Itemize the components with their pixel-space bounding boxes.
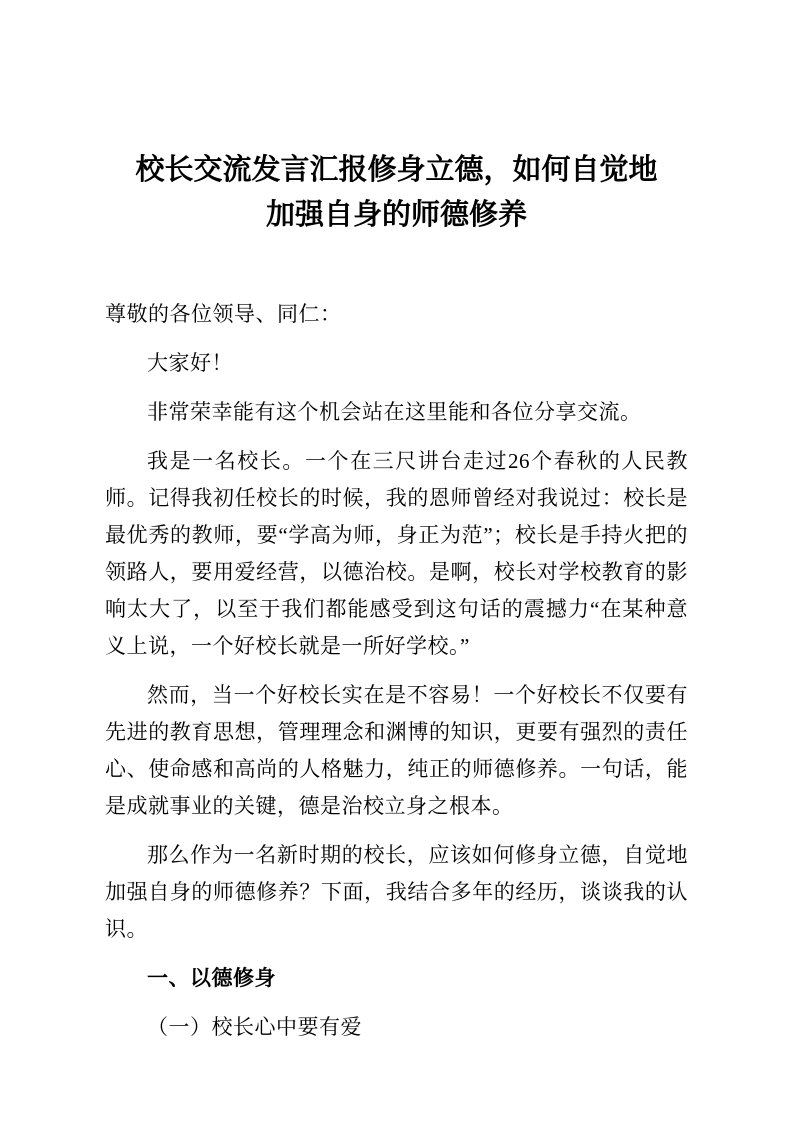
paragraph-body-2: 然而，当一个好校长实在是不容易！一个好校长不仅要有先进的教育思想，管理理念和渊博的知识，更要有强烈的责任心、使命感和高尚的人格魅力，纯正的师德修养。一句话，能是成就事业的关键，德是治校立身之根本。 [105,683,688,818]
section-heading-1: 一、以德修身 [147,967,276,990]
paragraph-greeting: 大家好！ [147,351,233,375]
paragraph-opening: 非常荣幸能有这个机会站在这里能和各位分享交流。 [147,400,642,424]
paragraph-body-3: 那么作为一名新时期的校长，应该如何修身立德，自觉地加强自身的师德修养？下面，我结合多年的经历，谈谈我的认识。 [105,843,688,941]
paragraph-body-1: 我是一名校长。一个在三尺讲台走过26个春秋的人民教师。记得我初任校长的时候，我的恩师曾经对我说过：校长是最优秀的教师，要“学高为师，身正为范”；校长是手持火把的领路人，要用爱经营，以德治校。是啊，校长对学校教育的影响太大了，以至于我们都能感受到这句话的震撼力“在某种意义上说，一个好校长就是一所好学校。” [105,449,688,658]
title-line-2: 加强自身的师德修养 [265,199,527,231]
subsection-heading-1: （一）校长心中要有爱 [147,1015,362,1039]
document-title [105,148,688,238]
paragraph-salutation: 尊敬的各位领导、同仁： [105,302,342,326]
document-body [105,296,688,1046]
title-line-1: 校长交流发言汇报修身立德，如何自觉地 [135,154,658,186]
